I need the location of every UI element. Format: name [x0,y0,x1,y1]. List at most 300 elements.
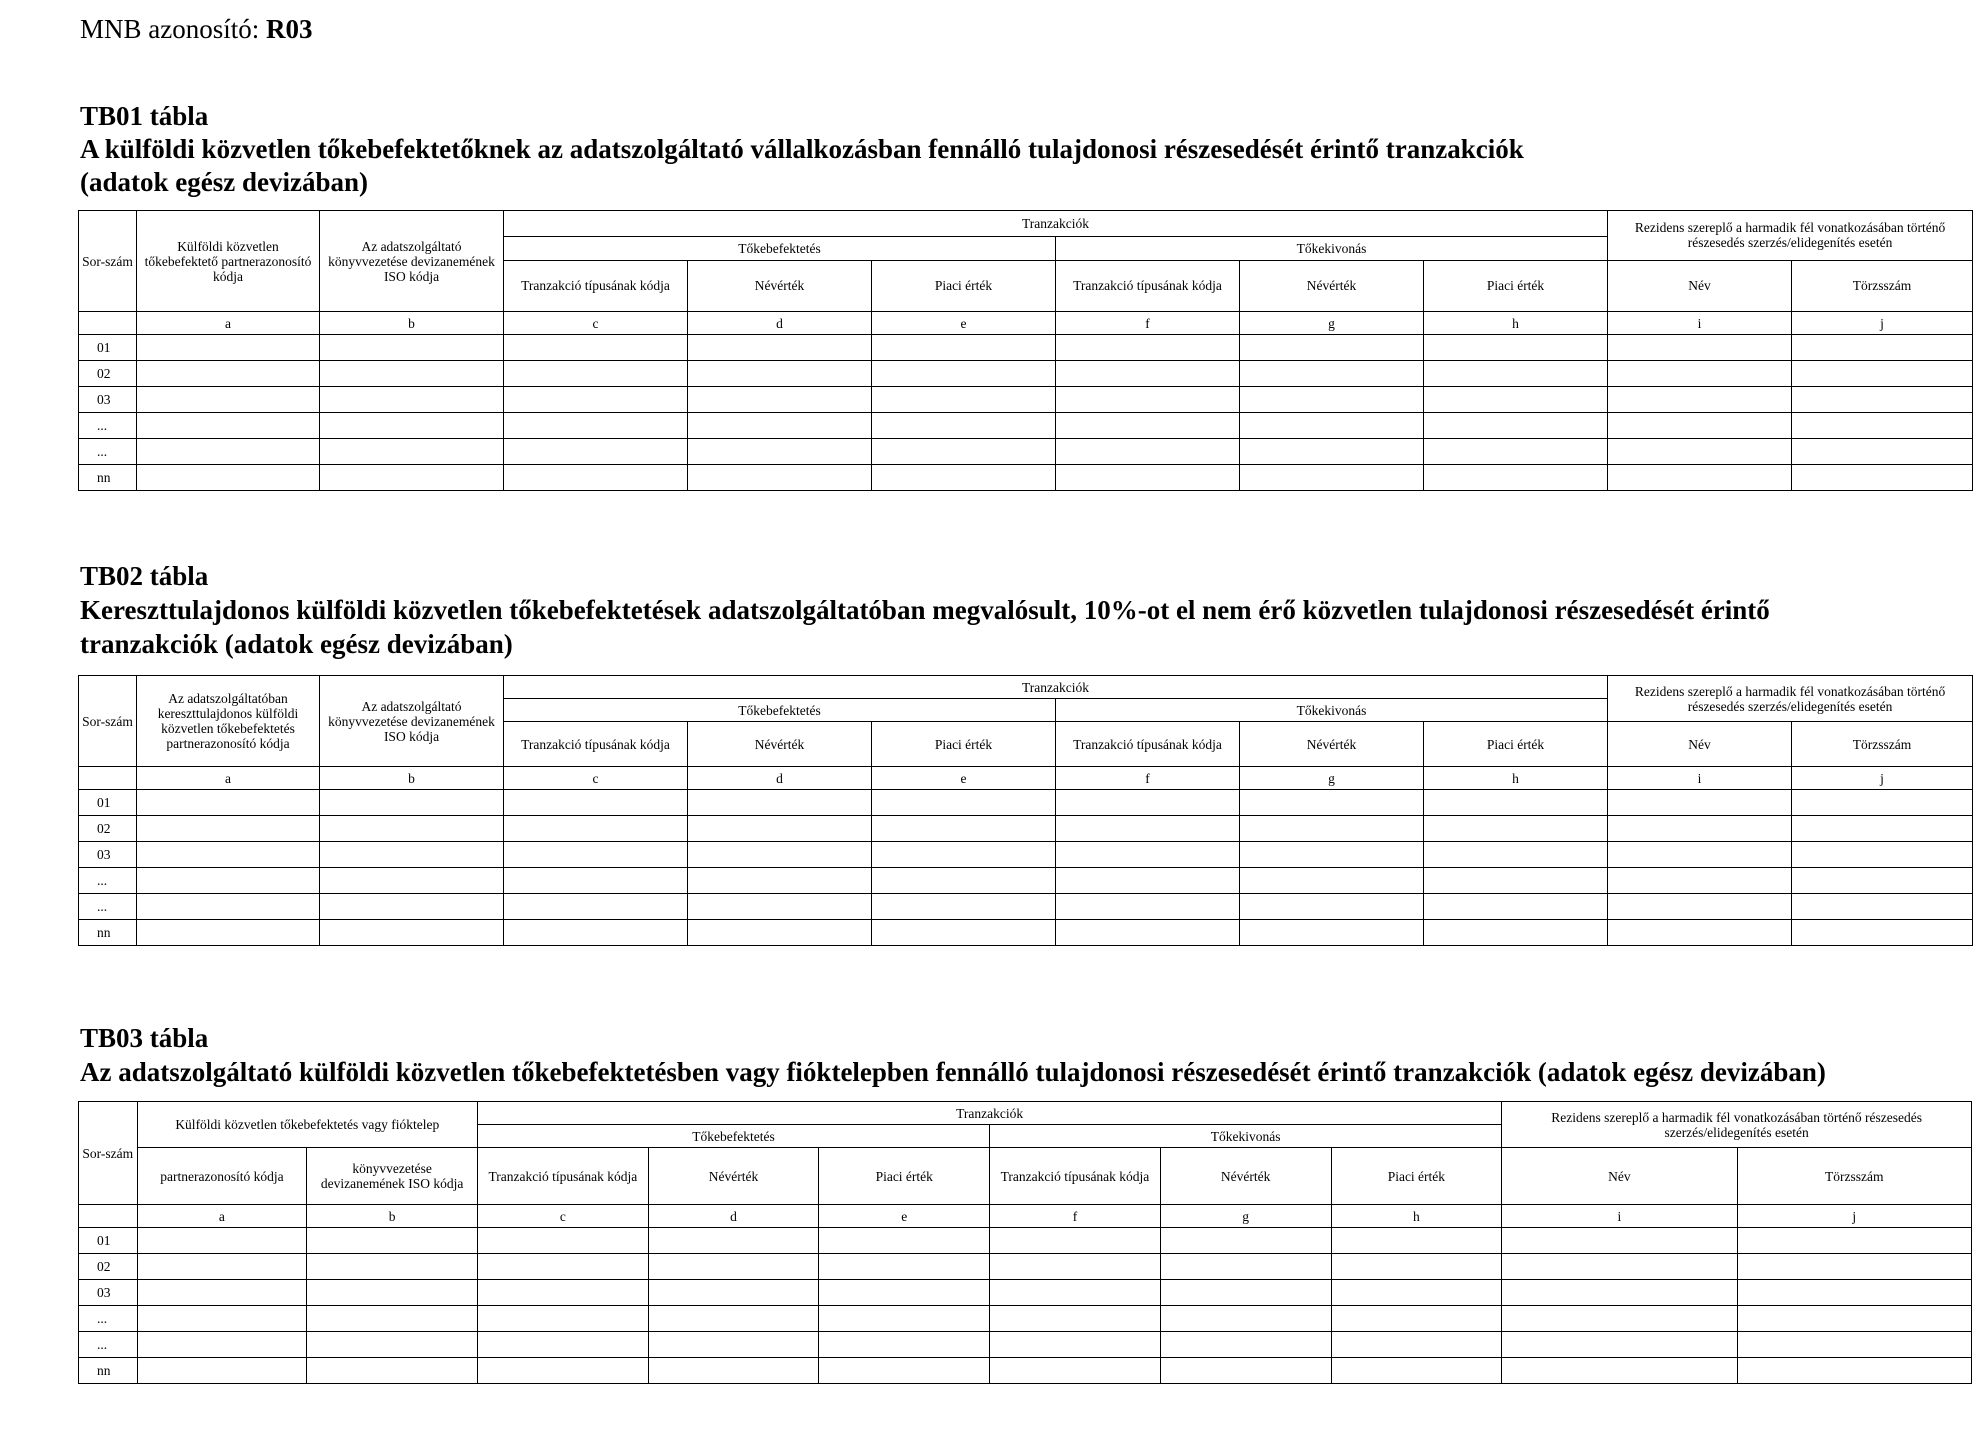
tb01-data-cell[interactable] [137,361,320,387]
tb01-data-cell[interactable] [1424,387,1608,413]
tb01-header-tranzakciok: Tranzakciók [504,211,1608,237]
tb03-data-cell[interactable] [819,1228,990,1254]
tb01-data-cell[interactable] [1792,439,1973,465]
tb01-data-cell[interactable] [137,413,320,439]
tb02-data-cell[interactable] [504,842,688,868]
tb02-data-cell[interactable] [1056,790,1240,816]
tb02-header-a: Az adatszolgáltatóban kereszttulajdonos külföldi közvetlen tőkebefektetés partnerazonosító kódja [137,676,320,767]
tb01-letter-cell-blank [79,312,137,335]
tb03-table-row [79,1358,1972,1384]
tb01-data-cell[interactable] [688,387,872,413]
tb03-data-cell[interactable] [1502,1228,1737,1254]
tb01-letter-cell: f [1056,312,1240,335]
tb01-data-cell[interactable] [872,413,1056,439]
tb03-data-cell[interactable] [1737,1280,1971,1306]
tb03-data-cell[interactable] [1502,1280,1737,1306]
tb02-data-cell[interactable] [688,868,872,894]
tb02-letter-cell: d [688,767,872,790]
tb03-header-c: Tranzakció típusának kódja [477,1148,648,1205]
tb02-data-cell[interactable] [504,816,688,842]
tb02-letter-cell: g [1240,767,1424,790]
tb01-data-cell[interactable] [872,465,1056,491]
tb01-header-f: Tranzakció típusának kódja [1056,260,1240,311]
tb03-header-a: partnerazonosító kódja [137,1148,307,1205]
tb03-table-row [79,1332,1972,1358]
tb03-row-number: 01 [79,1228,138,1254]
tb01-data-cell[interactable] [1056,335,1240,361]
tb01-header-j: Törzsszám [1792,260,1973,311]
tb03-data-cell[interactable] [307,1332,478,1358]
tb02-data-cell[interactable] [1056,842,1240,868]
tb03-data-cell[interactable] [819,1358,990,1384]
tb02-header-d: Névérték [688,722,872,767]
tb02-table-row [79,816,1973,842]
tb03-data-cell[interactable] [819,1306,990,1332]
tb02-data-cell[interactable] [320,868,504,894]
tb01-data-cell[interactable] [504,335,688,361]
tb03-data-cell[interactable] [990,1332,1161,1358]
tb02-data-cell[interactable] [320,894,504,920]
tb03-data-cell[interactable] [1502,1332,1737,1358]
tb02-data-cell[interactable] [320,816,504,842]
tb01-data-cell[interactable] [504,439,688,465]
tb03-letter-cell: c [477,1205,648,1228]
tb02-data-cell[interactable] [1792,816,1973,842]
tb02-data-cell[interactable] [137,816,320,842]
tb02-letter-cell: i [1608,767,1792,790]
tb02-data-cell[interactable] [504,790,688,816]
tb02-data-cell[interactable] [1424,868,1608,894]
tb02-data-cell[interactable] [1608,816,1792,842]
tb01-row-number: 03 [79,387,137,413]
tb03-row-number: ... [79,1306,138,1332]
tb03-row-number: nn [79,1358,138,1384]
tb02-table-row [79,894,1973,920]
tb02-header-f: Tranzakció típusának kódja [1056,722,1240,767]
tb03-letter-cell: i [1502,1205,1737,1228]
tb01-header-c: Tranzakció típusának kódja [504,260,688,311]
tb02-data-cell[interactable] [1792,868,1973,894]
tb03-data-cell[interactable] [990,1280,1161,1306]
tb03-data-cell[interactable] [1331,1280,1502,1306]
tb01-header-tokekivonas: Tőkekivonás [1056,237,1608,261]
tb01-data-cell[interactable] [1240,361,1424,387]
tb01-data-cell[interactable] [320,439,504,465]
tb01-data-cell[interactable] [1424,465,1608,491]
mnb-code: R03 [266,14,313,44]
tb02-data-cell[interactable] [688,816,872,842]
tb02-data-cell[interactable] [320,842,504,868]
tb02-data-cell[interactable] [1792,920,1973,946]
tb01-letter-row [79,312,1973,335]
tb01-letter-cell: b [320,312,504,335]
tb01-data-cell[interactable] [137,439,320,465]
tb01-data-cell[interactable] [1240,439,1424,465]
tb01-data-cell[interactable] [320,335,504,361]
tb02-data-cell[interactable] [872,894,1056,920]
tb02-data-cell[interactable] [872,920,1056,946]
tb03-data-cell[interactable] [1331,1228,1502,1254]
tb01-data-cell[interactable] [1240,387,1424,413]
tb01-table-row [79,413,1973,439]
tb01-data-cell[interactable] [1608,465,1792,491]
tb03-header-tokekivonas: Tőkekivonás [990,1125,1502,1148]
tb02-title-line2: Kereszttulajdonos külföldi közvetlen tőkebefektetések adatszolgáltatóban megvalósult, 10%-ot el nem érő közvetlen tulajdonosi részesedését érintő [80,595,1770,625]
tb03-title-line1: TB03 tábla [80,1023,209,1053]
tb01-header-sorszam: Sor-szám [79,211,137,312]
tb02-data-cell[interactable] [1424,894,1608,920]
tb02-letter-cell: e [872,767,1056,790]
tb03-table-row [79,1306,1972,1332]
tb02-data-cell[interactable] [872,868,1056,894]
tb03-data-cell[interactable] [137,1358,307,1384]
tb03-header-h: Piaci érték [1331,1148,1502,1205]
tb01-letter-cell: j [1792,312,1973,335]
tb02-row-number: ... [79,894,137,920]
tb02-row-number: 01 [79,790,137,816]
tb02-header-g: Névérték [1240,722,1424,767]
tb03-data-cell[interactable] [1160,1306,1331,1332]
tb02-data-cell[interactable] [137,894,320,920]
tb02-data-cell[interactable] [1056,894,1240,920]
tb01-data-cell[interactable] [1056,361,1240,387]
tb02-header-tokebefektetes: Tőkebefektetés [504,699,1056,722]
tb03-data-cell[interactable] [307,1306,478,1332]
tb03-data-cell[interactable] [648,1358,819,1384]
tb02-data-cell[interactable] [1240,920,1424,946]
tb02-data-cell[interactable] [1424,816,1608,842]
tb02-data-cell[interactable] [872,842,1056,868]
tb02-header-e: Piaci érték [872,722,1056,767]
tb01-data-cell[interactable] [1608,413,1792,439]
tb03-letter-cell: f [990,1205,1161,1228]
tb02-data-cell[interactable] [688,920,872,946]
tb02-row-number: 02 [79,816,137,842]
tb01-data-cell[interactable] [1608,439,1792,465]
tb03-data-cell[interactable] [648,1332,819,1358]
tb03-data-cell[interactable] [1502,1254,1737,1280]
tb01-data-cell[interactable] [688,439,872,465]
tb01-row-number: ... [79,439,137,465]
tb02-letter-cell: a [137,767,320,790]
tb01-data-cell[interactable] [137,335,320,361]
tb01-table-row [79,335,1973,361]
tb03-data-cell[interactable] [307,1228,478,1254]
tb02-data-cell[interactable] [137,868,320,894]
tb03-header-d: Névérték [648,1148,819,1205]
tb03-data-cell[interactable] [1160,1358,1331,1384]
tb02-table-row [79,868,1973,894]
tb03-header-f: Tranzakció típusának kódja [990,1148,1161,1205]
tb01-table-row [79,439,1973,465]
tb02-header-h: Piaci érték [1424,722,1608,767]
tb01-letter-cell: a [137,312,320,335]
tb01-data-cell[interactable] [1608,335,1792,361]
tb03-header-g: Névérték [1160,1148,1331,1205]
tb03-data-cell[interactable] [1737,1306,1971,1332]
tb03-table-row [79,1228,1972,1254]
tb02-data-cell[interactable] [1240,894,1424,920]
tb01-data-cell[interactable] [1792,361,1973,387]
tb01-row-number: nn [79,465,137,491]
tb02-data-cell[interactable] [1792,894,1973,920]
tb03-data-cell[interactable] [1331,1358,1502,1384]
tb03-letter-cell: e [819,1205,990,1228]
tb03-header-b: könyvvezetése devizanemének ISO kódja [307,1148,478,1205]
tb03-data-cell[interactable] [990,1306,1161,1332]
tb03-data-cell[interactable] [477,1306,648,1332]
tb02-row-number: 03 [79,842,137,868]
tb01-data-cell[interactable] [872,361,1056,387]
tb03-letter-cell: b [307,1205,478,1228]
tb03-data-cell[interactable] [477,1358,648,1384]
tb01-letter-cell: g [1240,312,1424,335]
tb01-data-cell[interactable] [1792,335,1973,361]
tb02-data-cell[interactable] [1792,842,1973,868]
tb02-letter-cell: h [1424,767,1608,790]
tb03-data-cell[interactable] [1331,1306,1502,1332]
tb02-data-cell[interactable] [504,868,688,894]
tb03-header-j: Törzsszám [1737,1148,1971,1205]
tb01-title-line3: (adatok egész devizában) [80,167,368,197]
tb02-data-cell[interactable] [1424,790,1608,816]
tb02-data-cell[interactable] [1424,842,1608,868]
tb03-data-cell[interactable] [137,1228,307,1254]
tb02-data-cell[interactable] [1056,868,1240,894]
tb01-data-cell[interactable] [320,387,504,413]
tb01-header-rezidens: Rezidens szereplő a harmadik fél vonatkozásában történő részesedés szerzés/elidegenítés esetén [1608,211,1973,261]
tb03-data-cell[interactable] [477,1280,648,1306]
tb01-letter-cell: c [504,312,688,335]
tb02-data-cell[interactable] [137,842,320,868]
tb01-letter-cell: i [1608,312,1792,335]
tb01-data-cell[interactable] [688,361,872,387]
tb03-title-line2: Az adatszolgáltató külföldi közvetlen tőkebefektetésben vagy fióktelepben fennálló tulajdonosi részesedését érintő tranzakciók (adatok egész devizában) [80,1057,1826,1087]
tb02-data-cell[interactable] [1056,920,1240,946]
tb02-data-cell[interactable] [688,894,872,920]
tb01-data-cell[interactable] [320,413,504,439]
tb01-data-cell[interactable] [1608,361,1792,387]
tb02-title-line1: TB02 tábla [80,561,209,591]
tb01-data-cell[interactable] [872,439,1056,465]
tb01-data-cell[interactable] [1424,439,1608,465]
tb01-data-cell[interactable] [872,387,1056,413]
tb03-data-cell[interactable] [1502,1358,1737,1384]
tb03-data-cell[interactable] [1160,1228,1331,1254]
tb01-data-cell[interactable] [688,465,872,491]
tb01-data-cell[interactable] [1424,413,1608,439]
tb02-data-cell[interactable] [1424,920,1608,946]
tb02-data-cell[interactable] [1240,790,1424,816]
tb02-data-cell[interactable] [1608,920,1792,946]
tb03-letter-cell-blank [79,1205,138,1228]
tb01-table-row [79,465,1973,491]
tb03-header-i: Név [1502,1148,1737,1205]
tb01-data-cell[interactable] [1056,387,1240,413]
tb03-data-cell[interactable] [137,1332,307,1358]
tb02-letter-cell: f [1056,767,1240,790]
tb01-data-cell[interactable] [1792,413,1973,439]
tb01-header-b: Az adatszolgáltató könyvvezetése devizanemének ISO kódja [320,211,504,312]
tb02-letter-row [79,767,1973,790]
tb02-header-c: Tranzakció típusának kódja [504,722,688,767]
tb03-row-number: ... [79,1332,138,1358]
tb01-data-cell[interactable] [688,413,872,439]
tb01-data-cell[interactable] [688,335,872,361]
tb03-data-cell[interactable] [648,1306,819,1332]
tb01-table [78,210,1973,491]
tb02-table-row [79,842,1973,868]
tb01-letter-cell: d [688,312,872,335]
tb02-data-cell[interactable] [320,920,504,946]
tb01-data-cell[interactable] [504,413,688,439]
tb01-header-a: Külföldi közvetlen tőkebefektető partnerazonosító kódja [137,211,320,312]
tb01-data-cell[interactable] [1792,387,1973,413]
tb01-data-cell[interactable] [1056,439,1240,465]
tb01-data-cell[interactable] [872,335,1056,361]
tb02-header-j: Törzsszám [1792,722,1973,767]
tb03-header-tokebefektetes: Tőkebefektetés [477,1125,989,1148]
tb01-row-number: ... [79,413,137,439]
tb01-data-cell[interactable] [1424,335,1608,361]
tb02-data-cell[interactable] [504,894,688,920]
tb03-data-cell[interactable] [1502,1306,1737,1332]
tb02-data-cell[interactable] [1608,842,1792,868]
tb01-data-cell[interactable] [1608,387,1792,413]
tb01-letter-cell: h [1424,312,1608,335]
tb02-data-cell[interactable] [872,790,1056,816]
tb01-row-number: 01 [79,335,137,361]
tb01-data-cell[interactable] [1240,413,1424,439]
tb01-header-e: Piaci érték [872,260,1056,311]
tb03-letter-cell: g [1160,1205,1331,1228]
tb01-title-line2: A külföldi közvetlen tőkebefektetőknek az adatszolgáltató vállalkozásban fennálló tulajdonosi részesedését érintő tranzakciók [80,134,1524,164]
tb01-header-d: Névérték [688,260,872,311]
tb02-data-cell[interactable] [1240,842,1424,868]
tb02-data-cell[interactable] [688,790,872,816]
tb03-data-cell[interactable] [819,1254,990,1280]
tb03-data-cell[interactable] [819,1280,990,1306]
tb03-header-ab-group: Külföldi közvetlen tőkebefektetés vagy fióktelep [137,1102,477,1148]
tb03-table [78,1101,1972,1384]
mnb-identifier [80,14,313,45]
tb03-data-cell[interactable] [648,1228,819,1254]
tb01-data-cell[interactable] [320,465,504,491]
tb03-header-rezidens: Rezidens szereplő a harmadik fél vonatkozásában történő részesedés szerzés/elidegenítés esetén [1502,1102,1972,1148]
tb02-data-cell[interactable] [1792,790,1973,816]
tb01-data-cell[interactable] [1792,465,1973,491]
tb02-header-tokekivonas: Tőkekivonás [1056,699,1608,722]
tb03-data-cell[interactable] [1737,1358,1971,1384]
tb02-letter-cell: b [320,767,504,790]
tb02-data-cell[interactable] [320,790,504,816]
tb03-data-cell[interactable] [1160,1254,1331,1280]
tb03-header-tranzakciok: Tranzakciók [477,1102,1501,1125]
tb01-data-cell[interactable] [1240,465,1424,491]
tb01-data-cell[interactable] [504,361,688,387]
tb02-table-row [79,920,1973,946]
tb01-title-line1: TB01 tábla [80,101,209,131]
tb02-letter-cell: j [1792,767,1973,790]
tb03-letter-cell: j [1737,1205,1971,1228]
tb01-data-cell[interactable] [320,361,504,387]
tb02-letter-cell: c [504,767,688,790]
tb01-header-tokebefektetes: Tőkebefektetés [504,237,1056,261]
tb02-row-number: nn [79,920,137,946]
tb01-data-cell[interactable] [1240,335,1424,361]
tb03-letter-cell: d [648,1205,819,1228]
tb01-data-cell[interactable] [504,465,688,491]
tb01-data-cell[interactable] [1056,465,1240,491]
tb03-data-cell[interactable] [1160,1280,1331,1306]
mnb-label: MNB azonosító: [80,14,260,44]
tb03-data-cell[interactable] [1331,1254,1502,1280]
tb03-data-cell[interactable] [990,1254,1161,1280]
tb03-data-cell[interactable] [477,1228,648,1254]
tb03-data-cell[interactable] [990,1358,1161,1384]
tb02-data-cell[interactable] [504,920,688,946]
tb03-data-cell[interactable] [1331,1332,1502,1358]
tb02-data-cell[interactable] [1056,816,1240,842]
tb03-data-cell[interactable] [1737,1254,1971,1280]
tb02-letter-cell-blank [79,767,137,790]
tb01-row-number: 02 [79,361,137,387]
tb03-letter-cell: h [1331,1205,1502,1228]
tb02-data-cell[interactable] [1608,868,1792,894]
tb03-data-cell[interactable] [1737,1228,1971,1254]
tb03-data-cell[interactable] [137,1280,307,1306]
tb03-row-number: 02 [79,1254,138,1280]
tb02-header-b: Az adatszolgáltató könyvvezetése devizanemének ISO kódja [320,676,504,767]
tb03-data-cell[interactable] [477,1254,648,1280]
tb02-data-cell[interactable] [872,816,1056,842]
tb01-data-cell[interactable] [1424,361,1608,387]
tb03-row-number: 03 [79,1280,138,1306]
tb03-table-row [79,1254,1972,1280]
tb03-table-row [79,1280,1972,1306]
tb01-data-cell[interactable] [137,465,320,491]
tb01-header-i: Név [1608,260,1792,311]
tb03-data-cell[interactable] [648,1254,819,1280]
tb03-data-cell[interactable] [1737,1332,1971,1358]
tb02-row-number: ... [79,868,137,894]
tb03-data-cell[interactable] [819,1332,990,1358]
tb03-data-cell[interactable] [307,1254,478,1280]
tb03-data-cell[interactable] [648,1280,819,1306]
tb03-data-cell[interactable] [307,1280,478,1306]
tb01-data-cell[interactable] [504,387,688,413]
tb02-data-cell[interactable] [688,842,872,868]
tb02-data-cell[interactable] [137,920,320,946]
tb02-data-cell[interactable] [1608,790,1792,816]
tb01-data-cell[interactable] [137,387,320,413]
tb03-data-cell[interactable] [990,1228,1161,1254]
tb03-data-cell[interactable] [307,1358,478,1384]
tb01-header-h: Piaci érték [1424,260,1608,311]
tb03-data-cell[interactable] [477,1332,648,1358]
tb02-header-sorszam: Sor-szám [79,676,137,767]
tb03-data-cell[interactable] [137,1254,307,1280]
tb02-data-cell[interactable] [137,790,320,816]
tb03-data-cell[interactable] [137,1306,307,1332]
tb03-data-cell[interactable] [1160,1332,1331,1358]
tb02-data-cell[interactable] [1608,894,1792,920]
tb02-data-cell[interactable] [1240,816,1424,842]
tb01-data-cell[interactable] [1056,413,1240,439]
tb01-letter-cell: e [872,312,1056,335]
tb01-table-row [79,387,1973,413]
tb02-data-cell[interactable] [1240,868,1424,894]
